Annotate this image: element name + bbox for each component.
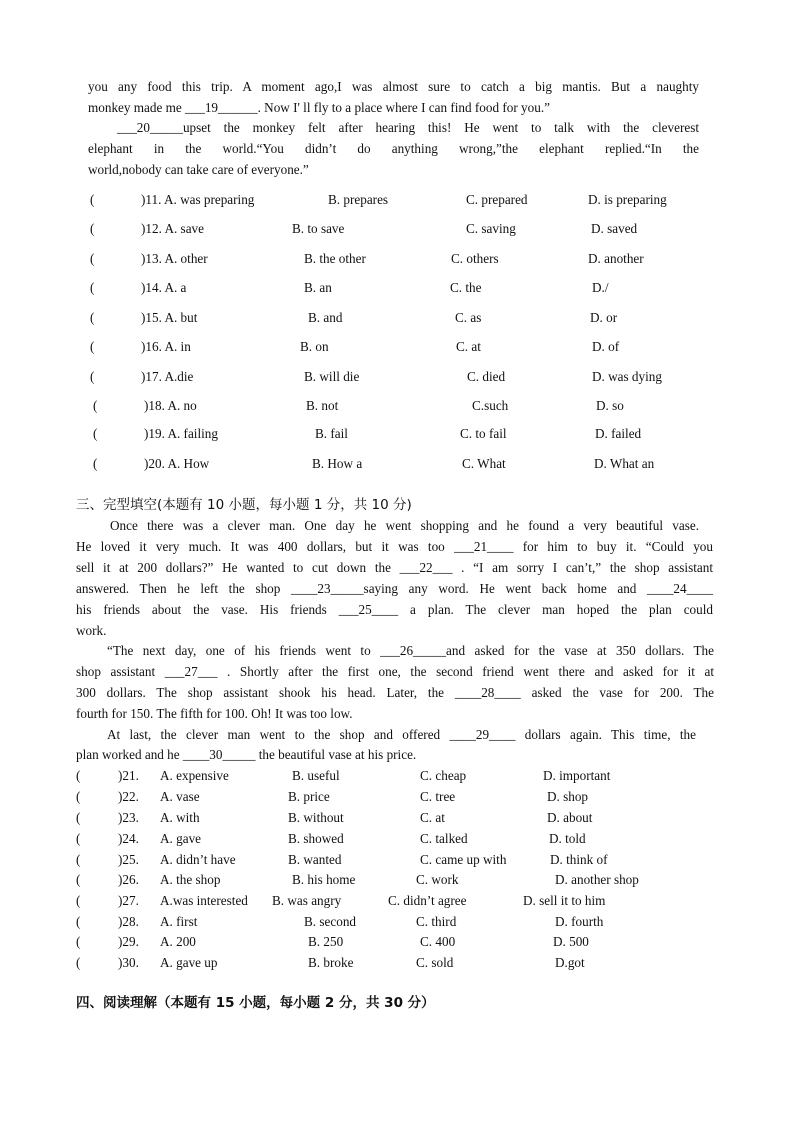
question-number: )28. [118, 914, 139, 929]
option-b: B. 250 [308, 934, 344, 949]
option-d: D.got [555, 955, 585, 970]
option-c: C. sold [416, 955, 454, 970]
question-number: )24. [118, 831, 139, 846]
answer-paren: ( [90, 251, 95, 266]
option-d: D. told [549, 831, 586, 846]
question-number: )26. [118, 872, 139, 887]
passage-line: you any food this trip. A moment ago,I was almost sure to catch a big mantis. But a naughty [88, 79, 699, 94]
question-number-option-a: )18. A. no [144, 398, 197, 413]
option-c: C. third [416, 914, 457, 929]
option-b: B. fail [315, 426, 348, 441]
passage-line: answered. Then he left the shop ____23_____saying any word. He went back home and ____24____ [76, 581, 713, 596]
option-c: C. as [455, 310, 482, 325]
passage-line: At last, the clever man went to the shop and offered ____29____ dollars again. This time, the [107, 727, 696, 742]
answer-paren: ( [90, 221, 95, 236]
option-b: B. and [308, 310, 343, 325]
answer-paren: ( [90, 369, 95, 384]
answer-paren: ( [76, 810, 81, 825]
option-b: B. will die [304, 369, 360, 384]
question-row [0, 455, 794, 473]
option-a: A. 200 [160, 934, 196, 949]
option-c: C. to fail [460, 426, 507, 441]
question-row [0, 830, 794, 848]
option-c: C. cheap [420, 768, 467, 783]
option-d: D. sell it to him [523, 893, 606, 908]
option-a: A. vase [160, 789, 200, 804]
answer-paren: ( [76, 872, 81, 887]
option-d: D. think of [550, 852, 608, 867]
question-row [0, 892, 794, 910]
option-b: B. his home [292, 872, 356, 887]
option-b: B. an [304, 280, 332, 295]
option-d: D. about [547, 810, 593, 825]
option-d: D. another [588, 251, 644, 266]
option-b: B. on [300, 339, 329, 354]
question-number: )27. [118, 893, 139, 908]
question-number-option-a: )19. A. failing [144, 426, 218, 441]
passage-line: work. [76, 623, 107, 638]
option-b: B. not [306, 398, 339, 413]
question-number: )29. [118, 934, 139, 949]
question-row [0, 368, 794, 386]
question-row [0, 954, 794, 972]
option-a: A. gave [160, 831, 202, 846]
question-number-option-a: )12. A. save [141, 221, 204, 236]
passage-line: ___20_____upset the monkey felt after hearing this! He went to talk with the cleverest [117, 120, 699, 135]
option-c: C. died [467, 369, 506, 384]
passage-line: shop assistant ___27___ . Shortly after the first one, the second friend went there and asked for it at [76, 664, 714, 679]
option-b: B. to save [292, 221, 345, 236]
answer-paren: ( [90, 339, 95, 354]
option-d: D. or [590, 310, 618, 325]
answer-paren: ( [76, 934, 81, 949]
passage-line: fourth for 150. The fifth for 100. Oh! It was too low. [76, 706, 353, 721]
option-b: B. broke [308, 955, 354, 970]
question-row [0, 767, 794, 785]
question-row [0, 397, 794, 415]
option-a: A. didn’t have [160, 852, 236, 867]
option-b: B. wanted [288, 852, 342, 867]
question-row [0, 871, 794, 889]
option-d: D. is preparing [588, 192, 667, 207]
question-number-option-a: )17. A.die [141, 369, 194, 384]
question-number-option-a: )14. A. a [141, 280, 187, 295]
question-row [0, 250, 794, 268]
option-c: C. tree [420, 789, 456, 804]
question-number-option-a: )13. A. other [141, 251, 208, 266]
question-row [0, 309, 794, 327]
option-d: D./ [592, 280, 609, 295]
question-row [0, 279, 794, 297]
answer-paren: ( [76, 893, 81, 908]
passage-line: “The next day, one of his friends went to ___26_____and asked for the vase at 350 dollars. The [107, 643, 714, 658]
option-b: B. was angry [272, 893, 342, 908]
answer-paren: ( [76, 955, 81, 970]
option-d: D. What an [594, 456, 655, 471]
question-number-option-a: )20. A. How [144, 456, 210, 471]
option-c: C. prepared [466, 192, 528, 207]
passage-line: plan worked and he ____30_____ the beautiful vase at his price. [76, 747, 417, 762]
option-d: D. failed [595, 426, 642, 441]
question-number: )25. [118, 852, 139, 867]
option-b: B. without [288, 810, 344, 825]
question-row [0, 851, 794, 869]
option-b: B. useful [292, 768, 340, 783]
option-c: C. others [451, 251, 499, 266]
section-heading: 三、完型填空(本题有 10 小题，每小题 1 分，共 10 分) [76, 497, 412, 513]
option-a: A. with [160, 810, 200, 825]
option-c: C. at [456, 339, 481, 354]
question-number: )30. [118, 955, 139, 970]
option-b: B. How a [312, 456, 363, 471]
passage-line: elephant in the world.“You didn’t do anything wrong,”the elephant replied.“In the [88, 141, 699, 156]
option-c: C. didn’t agree [388, 893, 467, 908]
option-d: D. another shop [555, 872, 639, 887]
question-number: )21. [118, 768, 139, 783]
section-heading: 四、阅读理解（本题有 15 小题，每小题 2 分，共 30 分） [76, 995, 435, 1011]
option-a: A. expensive [160, 768, 229, 783]
passage-line: his friends about the vase. His friends ___25____ a plan. The clever man hoped the plan could [76, 602, 713, 617]
option-a: A. the shop [160, 872, 221, 887]
option-d: D. shop [547, 789, 589, 804]
answer-paren: ( [76, 768, 81, 783]
question-number-option-a: )11. A. was preparing [141, 192, 255, 207]
option-c: C. work [416, 872, 459, 887]
option-b: B. price [288, 789, 330, 804]
answer-paren: ( [93, 398, 98, 413]
option-c: C. What [462, 456, 506, 471]
answer-paren: ( [93, 456, 98, 471]
option-c: C. 400 [420, 934, 456, 949]
option-d: D. was dying [592, 369, 662, 384]
option-d: D. important [543, 768, 611, 783]
option-b: B. prepares [328, 192, 389, 207]
answer-paren: ( [93, 426, 98, 441]
option-c: C. came up with [420, 852, 507, 867]
question-row [0, 220, 794, 238]
option-b: B. the other [304, 251, 366, 266]
answer-paren: ( [90, 310, 95, 325]
passage-line: Once there was a clever man. One day he went shopping and he found a very beautiful vase. [110, 518, 699, 533]
question-number: )23. [118, 810, 139, 825]
option-d: D. 500 [553, 934, 589, 949]
question-row [0, 788, 794, 806]
question-row [0, 338, 794, 356]
question-number-option-a: )16. A. in [141, 339, 191, 354]
option-b: B. showed [288, 831, 344, 846]
question-row [0, 425, 794, 443]
option-d: D. saved [591, 221, 638, 236]
option-a: A. gave up [160, 955, 218, 970]
option-c: C.such [472, 398, 509, 413]
passage-line: He loved it very much. It was 400 dollars, but it was too ___21____ for him to buy it. “Could you [76, 539, 713, 554]
passage-line: sell it at 200 dollars?” He wanted to cut down the ___22___ . “I am sorry I can’t,” the shop assistant [76, 560, 713, 575]
option-c: C. the [450, 280, 482, 295]
option-b: B. second [304, 914, 357, 929]
option-c: C. saving [466, 221, 516, 236]
option-c: C. at [420, 810, 445, 825]
answer-paren: ( [90, 280, 95, 295]
option-c: C. talked [420, 831, 468, 846]
question-row [0, 933, 794, 951]
question-row [0, 809, 794, 827]
option-d: D. fourth [555, 914, 604, 929]
option-d: D. so [596, 398, 624, 413]
option-a: A.was interested [160, 893, 248, 908]
passage-line: world,nobody can take care of everyone.” [88, 162, 309, 177]
question-row [0, 913, 794, 931]
option-d: D. of [592, 339, 620, 354]
question-number: )22. [118, 789, 139, 804]
answer-paren: ( [76, 831, 81, 846]
answer-paren: ( [76, 852, 81, 867]
passage-line: monkey made me ___19______. Now I' ll fly to a place where I can find food for you.” [88, 100, 550, 115]
passage-line: 300 dollars. The shop assistant shook his head. Later, the ____28____ asked the vase for 200. The [76, 685, 714, 700]
answer-paren: ( [76, 914, 81, 929]
question-number-option-a: )15. A. but [141, 310, 198, 325]
answer-paren: ( [76, 789, 81, 804]
question-row [0, 191, 794, 209]
option-a: A. first [160, 914, 198, 929]
answer-paren: ( [90, 192, 95, 207]
